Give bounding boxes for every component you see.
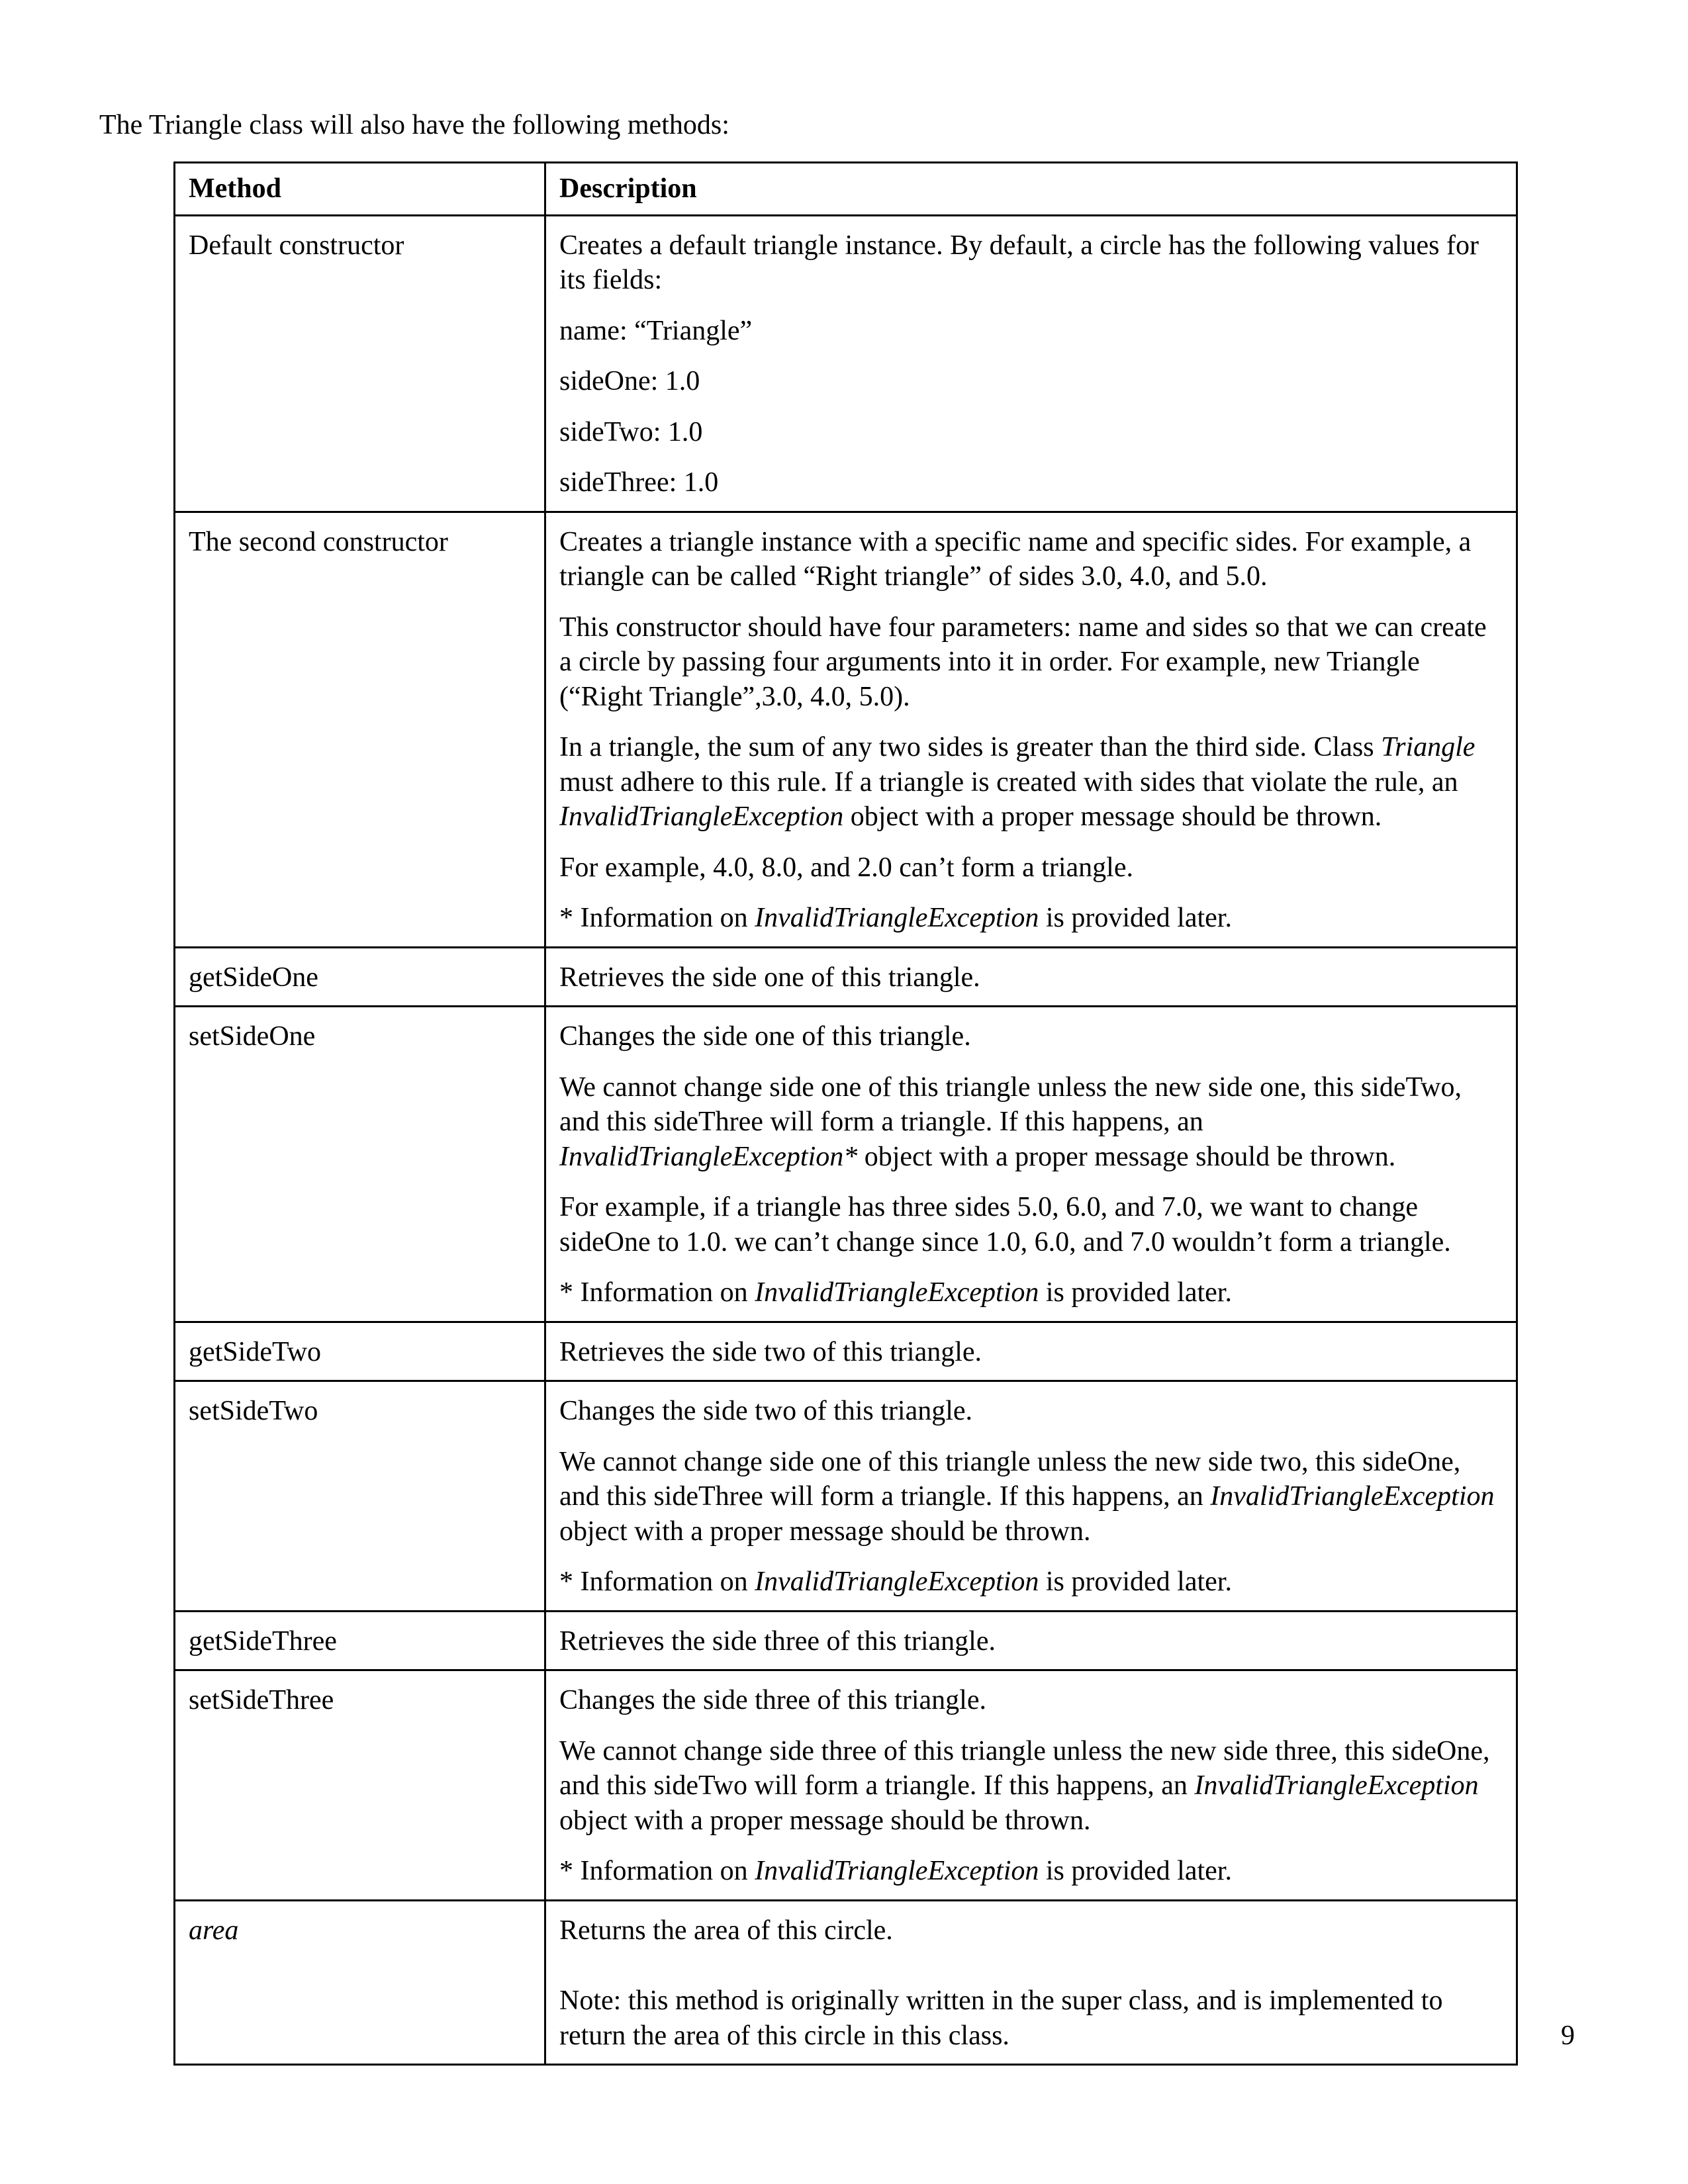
description-line: name: “Triangle” [559,315,753,346]
method-description [545,1381,1517,1612]
method-name: getSideOne [175,947,545,1007]
text-run: object with a proper message should be thrown. [559,1516,1091,1547]
method-name: setSideThree [175,1670,545,1901]
description-paragraph: Retrieves the side two of this triangle. [559,1336,982,1367]
exception-name-emphasis: InvalidTriangleException [755,1567,1039,1597]
table-header-row [175,163,1517,216]
description-line: sideThree: 1.0 [559,467,719,498]
exception-name-emphasis: InvalidTriangleException [755,1856,1039,1886]
table-row [175,1381,1517,1612]
description-paragraph: Creates a triangle instance with a specific name and specific sides. For example, a triangle can be called “Right triangle” of sides 3.0, 4.0, and 5.0. [559,526,1472,592]
text-run: is provided later. [1039,1277,1232,1308]
description-paragraph: Note: this method is originally written in the super class, and is implemented to return the area of this circle in this class. [559,1985,1443,2051]
intro-text: The Triangle class will also have the following methods: [99,110,729,140]
method-name: getSideTwo [175,1322,545,1381]
description-note [559,1565,1503,1600]
exception-name-emphasis: InvalidTriangleException [1194,1770,1479,1801]
exception-name-emphasis: InvalidTriangleException* [559,1141,858,1172]
description-line: sideTwo: 1.0 [559,416,703,447]
table-row [175,1670,1517,1901]
description-paragraph [559,1734,1503,1839]
method-name: getSideThree [175,1611,545,1670]
header-description: Description [545,163,1517,216]
exception-name-emphasis: InvalidTriangleException [559,801,844,832]
table-row [175,215,1517,512]
table-row [175,1322,1517,1381]
description-note [559,1275,1503,1310]
text-run: * Information on [559,1277,755,1308]
class-name-emphasis: Triangle [1381,732,1476,762]
table-row [175,947,1517,1007]
description-paragraph [559,1070,1503,1175]
method-description [545,512,1517,947]
methods-table [173,161,1518,2066]
description-line: Creates a default triangle instance. By default, a circle has the following values for its fields: [559,230,1479,295]
description-note [559,901,1503,936]
description-paragraph: For example, 4.0, 8.0, and 2.0 can’t form a triangle. [559,852,1133,883]
header-method: Method [175,163,545,216]
description-paragraph: Retrieves the side one of this triangle. [559,962,980,993]
table-row [175,1900,1517,2065]
exception-name-emphasis: InvalidTriangleException [755,1277,1039,1308]
description-note [559,1854,1503,1889]
text-run: We cannot change side one of this triangle unless the new side two, this sideOne, and this sideThree will form a triangle. If this happens, an [559,1446,1461,1512]
text-run: object with a proper message should be thrown. [559,1805,1091,1836]
description-paragraph [559,730,1503,835]
description-paragraph: Returns the area of this circle. [559,1915,893,1946]
text-run: object with a proper message should be thrown. [857,1141,1396,1172]
exception-name-emphasis: InvalidTriangleException [755,903,1039,933]
method-description [545,1611,1517,1670]
table-row [175,1007,1517,1322]
description-paragraph: Changes the side two of this triangle. [559,1396,973,1426]
text-run: In a triangle, the sum of any two sides is greater than the third side. Class [559,732,1382,762]
method-description [545,947,1517,1007]
description-line: sideOne: 1.0 [559,366,700,396]
text-run: * Information on [559,1856,755,1886]
method-name: setSideOne [175,1007,545,1322]
description-paragraph [559,1445,1503,1549]
method-name: The second constructor [175,512,545,947]
text-run: must adhere to this rule. If a triangle is created with sides that violate the rule, an [559,766,1458,797]
text-run: is provided later. [1039,1567,1232,1597]
method-description [545,1670,1517,1901]
method-name [175,1900,545,2065]
method-description [545,1322,1517,1381]
text-run: We cannot change side three of this triangle unless the new side three, this sideOne, and this sideTwo will form a triangle. If this happens, an [559,1735,1490,1801]
page-number: 9 [1561,2021,1575,2051]
text-run: object with a proper message should be thrown. [843,801,1382,832]
table-row [175,512,1517,947]
description-paragraph: Changes the side one of this triangle. [559,1021,971,1052]
description-paragraph: Changes the side three of this triangle. [559,1685,986,1715]
text-run: * Information on [559,903,755,933]
description-paragraph: Retrieves the side three of this triangle. [559,1625,996,1657]
table-row [175,1611,1517,1670]
description-paragraph: For example, if a triangle has three sides 5.0, 6.0, and 7.0, we want to change sideOne to 1.0. we can’t change since 1.0, 6.0, and 7.0 wouldn’t form a triangle. [559,1192,1451,1257]
description-paragraph: This constructor should have four parameters: name and sides so that we can create a circle by passing four arguments into it in order. For example, new Triangle (“Right Triangle”,3.0, 4.0, 5.0). [559,612,1487,712]
method-description [545,1007,1517,1322]
text-run: * Information on [559,1567,755,1597]
exception-name-emphasis: InvalidTriangleException [1210,1481,1495,1512]
method-description [545,215,1517,512]
method-name: Default constructor [175,215,545,512]
method-name-emphasis: area [189,1915,239,1946]
method-description [545,1900,1517,2065]
text-run: is provided later. [1039,1856,1232,1886]
method-name: setSideTwo [175,1381,545,1612]
text-run: We cannot change side one of this triangle unless the new side one, this sideTwo, and this sideThree will form a triangle. If this happens, an [559,1071,1462,1137]
text-run: is provided later. [1039,903,1232,933]
